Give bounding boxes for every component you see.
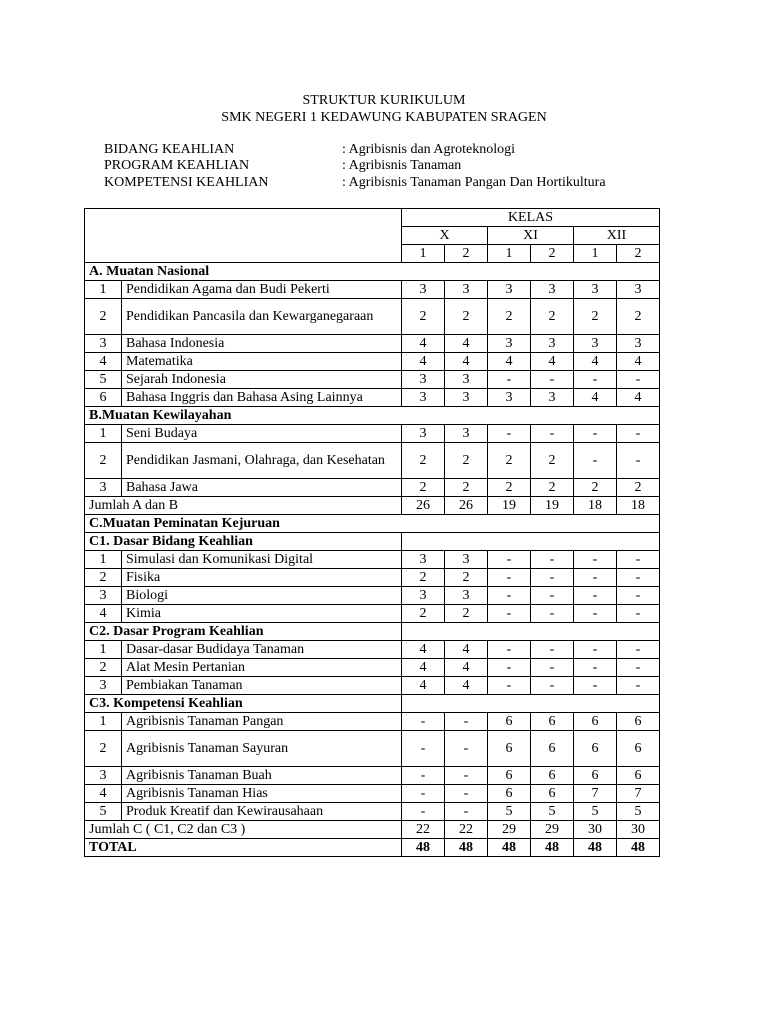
subject-row (85, 659, 660, 677)
hours-cell: - (488, 677, 531, 695)
subject-row (85, 677, 660, 695)
section-c3-title: C3. Kompetensi Keahlian (85, 695, 402, 713)
subject-number: 1 (85, 713, 122, 731)
hours-cell: 2 (574, 299, 617, 335)
hours-cell: - (402, 785, 445, 803)
header-blank-cell (85, 209, 402, 263)
jumlah-ab-row-value: 19 (488, 497, 531, 515)
subject-row (85, 713, 660, 731)
total-row-label: TOTAL (85, 839, 402, 857)
subject-number: 5 (85, 371, 122, 389)
subject-row (85, 371, 660, 389)
subject-number: 4 (85, 785, 122, 803)
hours-cell: 2 (445, 479, 488, 497)
subject-name: Seni Budaya (122, 425, 402, 443)
info-label: KOMPETENSI KEAHLIAN (104, 175, 269, 190)
info-value: : Agribisnis Tanaman (342, 158, 462, 173)
subject-number: 2 (85, 569, 122, 587)
info-value: : Agribisnis dan Agroteknologi (342, 142, 516, 157)
section-c-title: C.Muatan Peminatan Kejuruan (85, 515, 660, 533)
hours-cell: 6 (531, 713, 574, 731)
section-a-title: A. Muatan Nasional (85, 263, 660, 281)
hours-cell: 4 (617, 353, 660, 371)
subject-name: Pendidikan Pancasila dan Kewarganegaraan (122, 299, 402, 335)
hours-cell: 2 (488, 299, 531, 335)
jumlah-ab-row-value: 26 (445, 497, 488, 515)
hours-cell: 6 (574, 767, 617, 785)
subject-name: Dasar-dasar Budidaya Tanaman (122, 641, 402, 659)
jumlah-ab-row-label: Jumlah A dan B (85, 497, 402, 515)
section-c1-title: C1. Dasar Bidang Keahlian (85, 533, 402, 551)
hours-cell: - (402, 767, 445, 785)
hours-cell: 3 (617, 335, 660, 353)
hours-cell: - (402, 803, 445, 821)
hours-cell: - (402, 713, 445, 731)
hours-cell: 3 (617, 281, 660, 299)
hours-cell: 3 (531, 335, 574, 353)
hours-cell: 2 (617, 299, 660, 335)
subject-number: 3 (85, 587, 122, 605)
hours-cell: - (574, 641, 617, 659)
hours-cell: 3 (445, 587, 488, 605)
subject-row (85, 731, 660, 767)
subject-name: Produk Kreatif dan Kewirausahaan (122, 803, 402, 821)
hours-cell: - (488, 551, 531, 569)
hours-cell: - (531, 641, 574, 659)
section-row (85, 263, 660, 281)
jumlah-c-row-value: 22 (445, 821, 488, 839)
subject-name: Biologi (122, 587, 402, 605)
hours-cell: - (488, 605, 531, 623)
subject-name: Simulasi dan Komunikasi Digital (122, 551, 402, 569)
hours-cell: - (574, 659, 617, 677)
hours-cell: 3 (445, 389, 488, 407)
hours-cell: - (574, 587, 617, 605)
jumlah-c-row-value: 29 (531, 821, 574, 839)
hours-cell: 3 (574, 335, 617, 353)
hours-cell: - (488, 425, 531, 443)
semester-header: 2 (445, 245, 488, 263)
hours-cell: - (617, 425, 660, 443)
subject-row (85, 803, 660, 821)
hours-cell: - (531, 587, 574, 605)
hours-cell: - (488, 569, 531, 587)
hours-cell: - (488, 641, 531, 659)
hours-cell: 5 (574, 803, 617, 821)
subject-row (85, 767, 660, 785)
hours-cell: 3 (445, 551, 488, 569)
hours-cell: 6 (531, 785, 574, 803)
subject-number: 3 (85, 479, 122, 497)
info-label: PROGRAM KEAHLIAN (104, 158, 250, 173)
jumlah-c-row-value: 22 (402, 821, 445, 839)
hours-cell: 6 (574, 713, 617, 731)
hours-cell: 3 (445, 371, 488, 389)
hours-cell: 4 (445, 641, 488, 659)
hours-cell: 7 (574, 785, 617, 803)
subject-row (85, 587, 660, 605)
hours-cell: 2 (574, 479, 617, 497)
hours-cell: 2 (402, 299, 445, 335)
hours-cell: - (445, 731, 488, 767)
hours-cell: 2 (531, 299, 574, 335)
hours-cell: - (617, 443, 660, 479)
subject-name: Pendidikan Jasmani, Olahraga, dan Kesehatan (122, 443, 402, 479)
jumlah-ab-row-value: 19 (531, 497, 574, 515)
subject-name: Bahasa Inggris dan Bahasa Asing Lainnya (122, 389, 402, 407)
subject-row (85, 299, 660, 335)
semester-header: 1 (402, 245, 445, 263)
total-row-value: 48 (574, 839, 617, 857)
hours-cell: - (531, 425, 574, 443)
hours-cell: 4 (402, 335, 445, 353)
hours-cell: 3 (531, 281, 574, 299)
section-row (85, 515, 660, 533)
subject-row (85, 641, 660, 659)
hours-cell: 3 (445, 281, 488, 299)
subject-row (85, 479, 660, 497)
subject-row (85, 389, 660, 407)
hours-cell: 3 (488, 335, 531, 353)
semester-header: 1 (488, 245, 531, 263)
hours-cell: - (445, 713, 488, 731)
section-row (85, 407, 660, 425)
subject-row (85, 443, 660, 479)
curriculum-table (84, 208, 660, 857)
hours-cell: 2 (531, 443, 574, 479)
section-row (85, 533, 660, 551)
section-c2-title: C2. Dasar Program Keahlian (85, 623, 402, 641)
hours-cell: 6 (488, 785, 531, 803)
hours-cell: 6 (574, 731, 617, 767)
hours-cell: 2 (402, 479, 445, 497)
hours-cell: 4 (402, 641, 445, 659)
hours-cell: 4 (574, 353, 617, 371)
info-label: BIDANG KEAHLIAN (104, 142, 235, 157)
subject-number: 1 (85, 425, 122, 443)
hours-cell: 3 (402, 371, 445, 389)
hours-cell: - (574, 551, 617, 569)
hours-cell: 6 (531, 731, 574, 767)
subject-number: 2 (85, 659, 122, 677)
subject-row (85, 335, 660, 353)
subject-row (85, 785, 660, 803)
hours-cell: 4 (488, 353, 531, 371)
hours-cell: - (488, 371, 531, 389)
hours-cell: 2 (402, 605, 445, 623)
hours-cell: 4 (402, 659, 445, 677)
hours-cell: - (531, 371, 574, 389)
hours-cell: 3 (531, 389, 574, 407)
hours-cell: 3 (402, 389, 445, 407)
hours-cell: - (402, 731, 445, 767)
subject-name: Bahasa Jawa (122, 479, 402, 497)
hours-cell: 2 (617, 479, 660, 497)
hours-cell: - (531, 605, 574, 623)
section-row (85, 695, 660, 713)
hours-cell: 4 (402, 353, 445, 371)
hours-cell: - (617, 605, 660, 623)
jumlah-ab-row (85, 497, 660, 515)
hours-cell: 6 (488, 713, 531, 731)
subject-name: Alat Mesin Pertanian (122, 659, 402, 677)
hours-cell: - (574, 605, 617, 623)
subject-name: Matematika (122, 353, 402, 371)
hours-cell: - (574, 371, 617, 389)
subject-name: Pendidikan Agama dan Budi Pekerti (122, 281, 402, 299)
subject-name: Bahasa Indonesia (122, 335, 402, 353)
hours-cell: - (617, 569, 660, 587)
section-b-title: B.Muatan Kewilayahan (85, 407, 660, 425)
hours-cell: - (531, 677, 574, 695)
jumlah-c-row-label: Jumlah C ( C1, C2 dan C3 ) (85, 821, 402, 839)
hours-cell: 6 (617, 713, 660, 731)
subject-number: 3 (85, 335, 122, 353)
subject-row (85, 569, 660, 587)
subject-number: 5 (85, 803, 122, 821)
subject-row (85, 605, 660, 623)
hours-cell: 2 (445, 569, 488, 587)
subject-row (85, 425, 660, 443)
subject-number: 1 (85, 551, 122, 569)
hours-cell: 2 (488, 479, 531, 497)
subject-number: 1 (85, 641, 122, 659)
subject-number: 4 (85, 353, 122, 371)
hours-cell: - (574, 443, 617, 479)
hours-cell: 4 (402, 677, 445, 695)
hours-cell: - (531, 659, 574, 677)
subject-name: Fisika (122, 569, 402, 587)
hours-cell: - (445, 767, 488, 785)
subject-name: Sejarah Indonesia (122, 371, 402, 389)
total-row-value: 48 (617, 839, 660, 857)
hours-cell: 4 (445, 677, 488, 695)
subject-number: 3 (85, 767, 122, 785)
total-row (85, 839, 660, 857)
hours-cell: - (617, 587, 660, 605)
school-name: SMK NEGERI 1 KEDAWUNG KABUPATEN SRAGEN (221, 110, 547, 125)
hours-cell: 4 (445, 353, 488, 371)
hours-cell: 3 (574, 281, 617, 299)
subject-name: Agribisnis Tanaman Sayuran (122, 731, 402, 767)
document-title: STRUKTUR KURIKULUM (302, 93, 466, 108)
hours-cell: - (488, 659, 531, 677)
grade-header-x: X (402, 227, 488, 245)
subject-row (85, 551, 660, 569)
section-blank-cell (402, 533, 660, 551)
hours-cell: - (445, 785, 488, 803)
hours-cell: - (531, 551, 574, 569)
hours-cell: - (617, 659, 660, 677)
semester-header: 2 (617, 245, 660, 263)
jumlah-c-row (85, 821, 660, 839)
hours-cell: 2 (402, 569, 445, 587)
hours-cell: 3 (402, 551, 445, 569)
hours-cell: - (617, 677, 660, 695)
hours-cell: 4 (445, 659, 488, 677)
hours-cell: 6 (488, 731, 531, 767)
semester-header: 1 (574, 245, 617, 263)
total-row-value: 48 (488, 839, 531, 857)
subject-number: 1 (85, 281, 122, 299)
hours-cell: 5 (531, 803, 574, 821)
section-blank-cell (402, 623, 660, 641)
hours-cell: 3 (445, 425, 488, 443)
subject-name: Agribisnis Tanaman Hias (122, 785, 402, 803)
hours-cell: - (617, 551, 660, 569)
info-value: : Agribisnis Tanaman Pangan Dan Hortikultura (342, 175, 606, 190)
hours-cell: 2 (445, 299, 488, 335)
semester-header: 2 (531, 245, 574, 263)
hours-cell: 5 (617, 803, 660, 821)
subject-name: Kimia (122, 605, 402, 623)
hours-cell: 2 (531, 479, 574, 497)
section-row (85, 623, 660, 641)
hours-cell: 2 (402, 443, 445, 479)
hours-cell: 5 (488, 803, 531, 821)
hours-cell: 6 (617, 731, 660, 767)
subject-number: 3 (85, 677, 122, 695)
hours-cell: - (445, 803, 488, 821)
grade-header-xi: XI (488, 227, 574, 245)
subject-row (85, 281, 660, 299)
kelas-header: KELAS (402, 209, 660, 227)
hours-cell: 3 (488, 281, 531, 299)
total-row-value: 48 (445, 839, 488, 857)
hours-cell: 3 (402, 425, 445, 443)
hours-cell: - (574, 425, 617, 443)
hours-cell: - (531, 569, 574, 587)
hours-cell: 2 (445, 443, 488, 479)
hours-cell: 3 (402, 587, 445, 605)
section-blank-cell (402, 695, 660, 713)
subject-number: 6 (85, 389, 122, 407)
jumlah-c-row-value: 29 (488, 821, 531, 839)
total-row-value: 48 (531, 839, 574, 857)
hours-cell: 6 (488, 767, 531, 785)
subject-number: 4 (85, 605, 122, 623)
hours-cell: 3 (488, 389, 531, 407)
hours-cell: 7 (617, 785, 660, 803)
hours-cell: 4 (574, 389, 617, 407)
hours-cell: 4 (617, 389, 660, 407)
jumlah-ab-row-value: 26 (402, 497, 445, 515)
subject-number: 2 (85, 731, 122, 767)
hours-cell: 2 (445, 605, 488, 623)
subject-number: 2 (85, 299, 122, 335)
hours-cell: 4 (531, 353, 574, 371)
subject-name: Agribisnis Tanaman Buah (122, 767, 402, 785)
subject-number: 2 (85, 443, 122, 479)
grade-header-xii: XII (574, 227, 660, 245)
subject-name: Agribisnis Tanaman Pangan (122, 713, 402, 731)
jumlah-c-row-value: 30 (617, 821, 660, 839)
jumlah-ab-row-value: 18 (617, 497, 660, 515)
jumlah-ab-row-value: 18 (574, 497, 617, 515)
subject-name: Pembiakan Tanaman (122, 677, 402, 695)
hours-cell: - (574, 569, 617, 587)
hours-cell: 2 (488, 443, 531, 479)
hours-cell: - (574, 677, 617, 695)
hours-cell: 3 (402, 281, 445, 299)
total-row-value: 48 (402, 839, 445, 857)
jumlah-c-row-value: 30 (574, 821, 617, 839)
hours-cell: - (488, 587, 531, 605)
subject-row (85, 353, 660, 371)
hours-cell: 4 (445, 335, 488, 353)
hours-cell: 6 (531, 767, 574, 785)
hours-cell: 6 (617, 767, 660, 785)
hours-cell: - (617, 641, 660, 659)
hours-cell: - (617, 371, 660, 389)
